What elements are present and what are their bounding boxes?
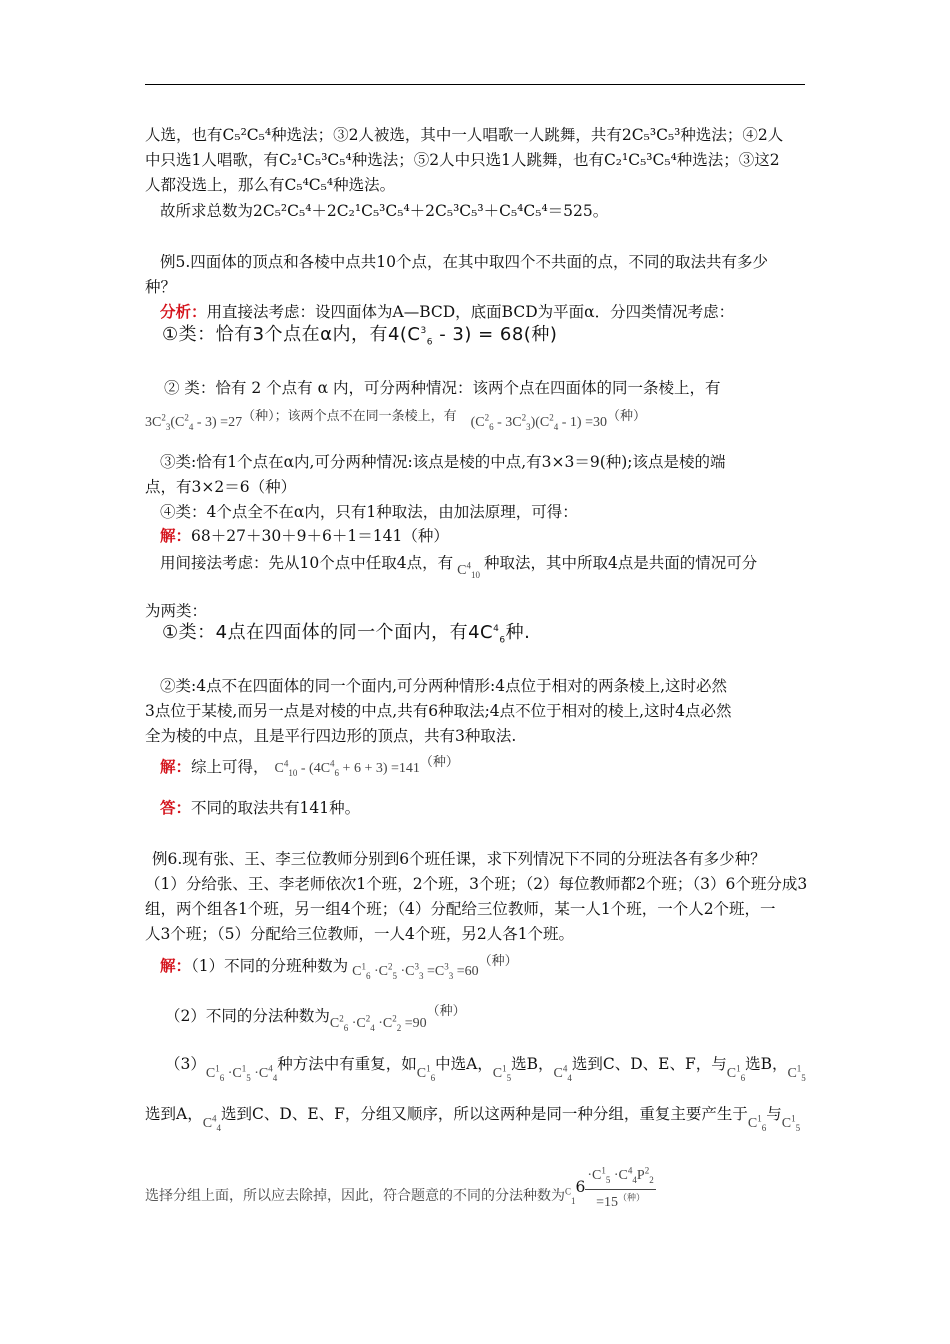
text-line: 点，有3×2＝6（种） — [145, 478, 297, 496]
analysis-line — [160, 301, 734, 323]
case2-line: ② 类：恰有 2 个点有 α 内，可分两种情况：该两个点在四面体的同一条棱上，有 — [164, 379, 721, 397]
example6-question: 例6.现有张、王、李三位教师分别到6个班任课，求下列情况下不同的分班法各有多少种？ — [152, 850, 766, 868]
case2-formulas: $3C^2_3(C^2_4 - 3) =27^{(种);该两个点不在同一条棱上,有}$ $(C^2_6 - 3C^2_3)(C^2_4 - 1) =30^{(种)}$ — [145, 409, 647, 432]
solution-label: 解： — [160, 526, 192, 545]
text-line: 人都没选上，那么有C₅⁴C₅⁴种选法。 — [145, 176, 396, 194]
answer-line: 答：不同的取法共有141种。 — [160, 798, 361, 817]
text-line: （1）分给张、王、李老师依次1个班，2个班，3个班；（2）每位教师都2个班；（3）6个班分成3 — [145, 875, 808, 893]
text-line: 组，两个组各1个班，另一组4个班；（4）分配给三位教师，某一人1个班，一个人2个班，一 — [145, 900, 776, 918]
sol6-3-cont: 选到A，$C^4_4$选到C、D、E、F，分组又顺序，所以这两种是同一种分组，重复主要产生于$C^1_6$与$C^1_5$ — [145, 1105, 801, 1133]
text-line: 全为棱的中点，且是平行四边形的顶点，共有3种取法. — [145, 727, 517, 745]
text-line: 种？ — [145, 278, 177, 296]
case2b-line: ②类:4点不在四面体的同一个面内,可分两种情形:4点位于相对的两条棱上,这时必然 — [160, 677, 728, 695]
face-formula: ①类：4点在四面体的同一个面内，有$4C^4_6$种. — [162, 622, 531, 646]
example5-question: 例5.四面体的顶点和各棱中点共10个点，在其中取四个不共面的点，不同的取法共有多少 — [160, 253, 769, 271]
sol6-3-end: 选择分组上面，所以应去除掉，因此，符合题意的不同的分法种数为$^C_1$6 $\frac{\cdot C^1_5 \cdot C^4_4P^2_2}{=15^{(种)}}$ — [145, 1165, 654, 1210]
solution-line: 解：68＋27＋30＋9＋6＋1＝141（种） — [160, 526, 449, 545]
text-line: 中只选1人唱歌，有C₂¹C₅³C₅⁴种选法；⑤2人中只选1人跳舞，也有C₂¹C₅³C₅⁴种选法；③这2 — [145, 151, 780, 169]
text-line: 3点位于某棱,而另一点是对棱的中点,共有6种取法;4点不位于相对的棱上,这时4点必然 — [145, 702, 732, 720]
text-line: 人选，也有C₅²C₅⁴种选法；③2人被选，其中一人唱歌一人跳舞，共有2C₅³C₅³种选法；④2人 — [145, 126, 784, 144]
case1-formula: ①类：恰有3个点在α内，有$4(C^3_6 - 3) = 68$(种) — [162, 324, 558, 348]
case4-line: ④类：4个点全不在α内，只有1种取法，由加法原理，可得： — [160, 503, 578, 521]
analysis-text: 用直接法考虑：设四面体为A—BCD，底面BCD为平面α．分四类情况考虑： — [206, 303, 735, 321]
header-rule — [145, 84, 805, 85]
total-line: 故所求总数为2C₅²C₅⁴＋2C₂¹C₅³C₅⁴＋2C₅³C₅³＋C₅⁴C₅⁴＝525。 — [160, 202, 609, 220]
text-line: 人3个班；（5）分配给三位教师，一人4个班，另2人各1个班。 — [145, 925, 575, 943]
analysis-label: 分析： — [160, 302, 207, 321]
solution-label: 解： — [160, 956, 192, 975]
sol6-2: （2）不同的分法种数为$C^2_6 \cdot C^2_4 \cdot C^2_2 =90^{(种)}$ — [165, 1004, 466, 1033]
solution2-line: 解：综上可得， $C^4_{10} - (4C^4_6 + 6 + 3) =141^{(种)}$ — [160, 755, 459, 778]
sol6-3: $(3)C^1_6 \cdot C^1_5 \cdot C^4_4$种方法中有重复，如$C^1_6$中选A，$C^1_5$选B，$C^4_4$选到C、D、E、F，与$C^1_6$选B，$C^1_5$ — [165, 1055, 806, 1083]
answer-label: 答： — [160, 798, 192, 817]
indirect-line: 用间接法考虑：先从10个点中任取4点，有 $C^4_{10}$种取法，其中所取4点是共面的情况可分 — [160, 554, 758, 580]
text-line: 为两类： — [145, 602, 208, 620]
solution-label: 解： — [160, 757, 192, 776]
sol6-1: 解：（1）不同的分班种数为 $C^1_6 \cdot C^2_5 \cdot C^3_3 =C^3_3 =60^{(种)}$ — [160, 954, 518, 981]
case3-line: ③类:恰有1个点在α内,可分两种情况:该点是棱的中点,有3×3＝9(种);该点是棱的端 — [160, 453, 726, 471]
